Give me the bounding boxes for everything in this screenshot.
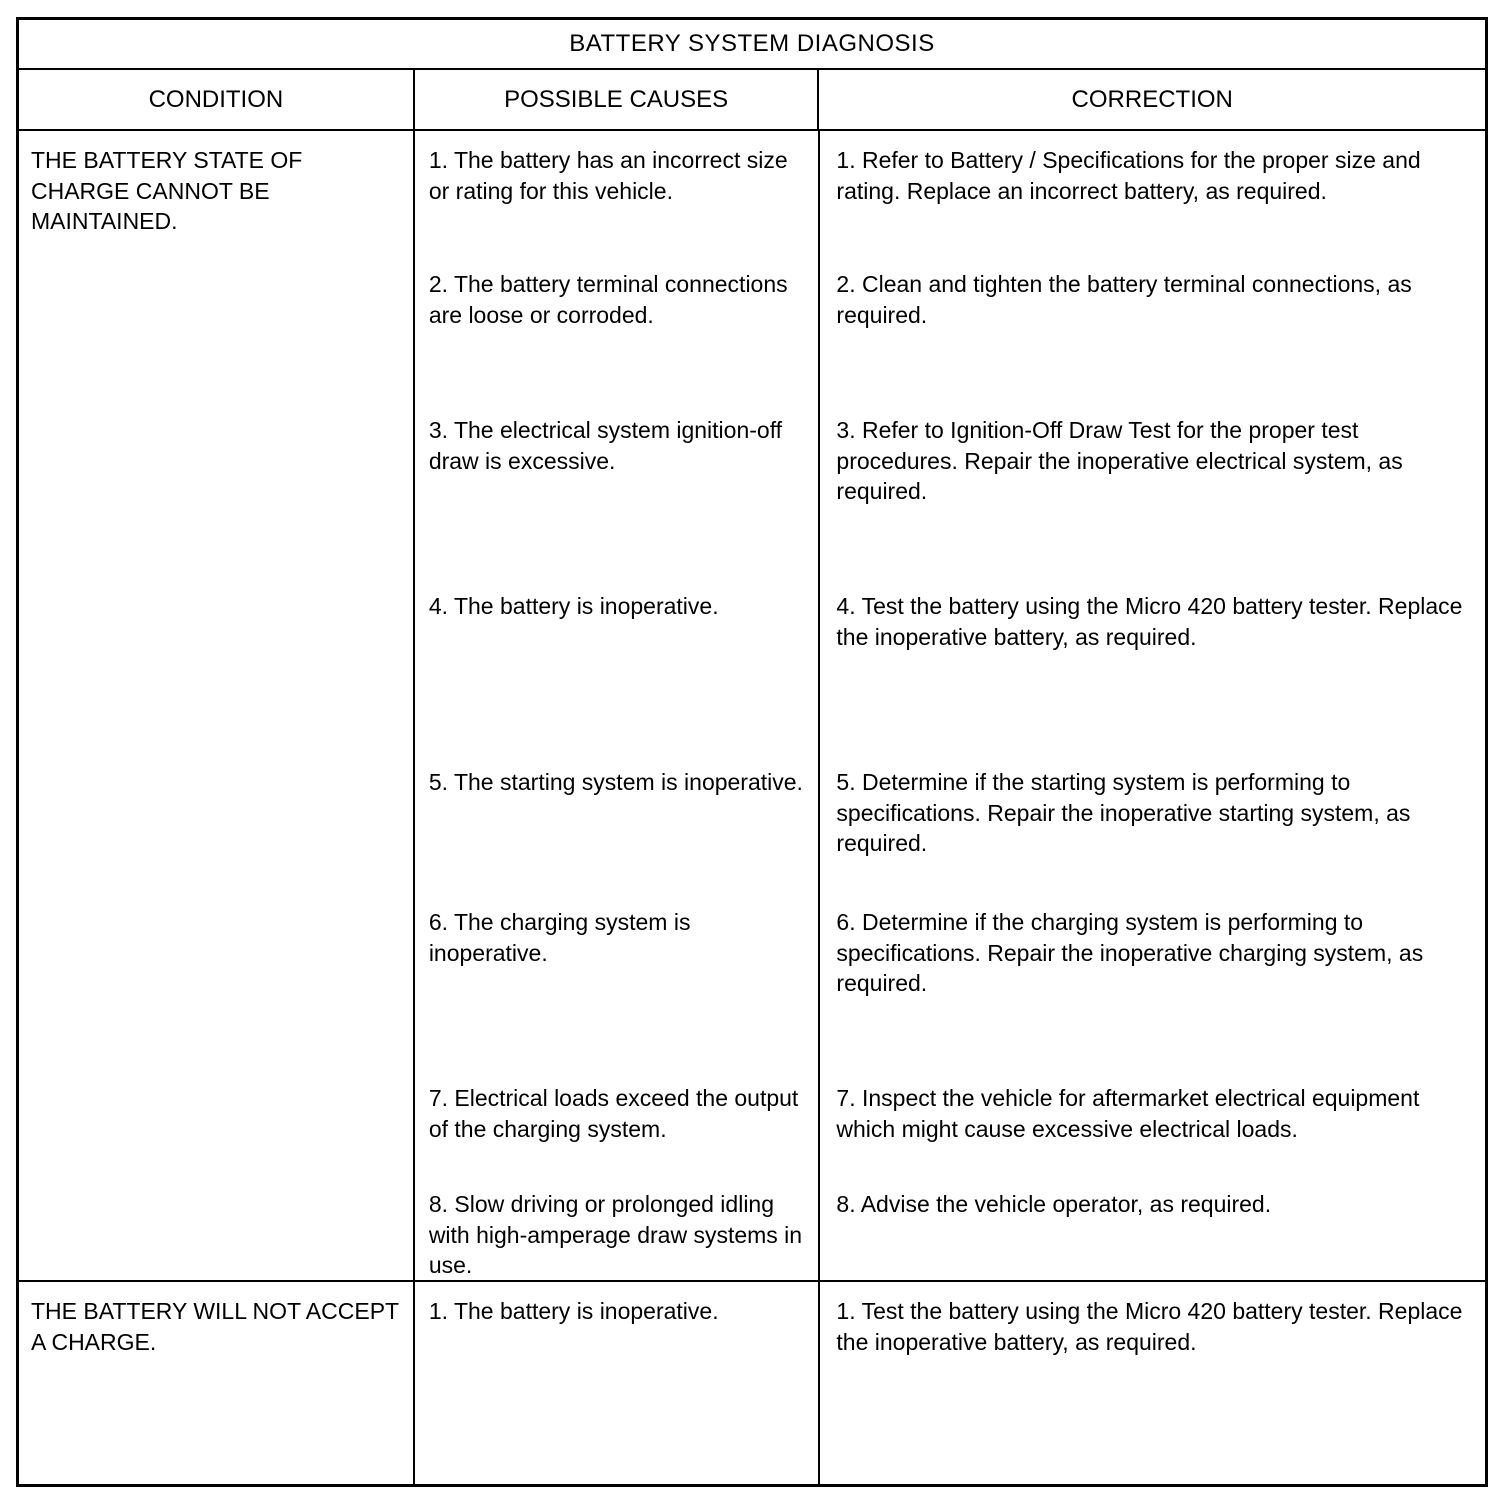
correction-cell: 7. Inspect the vehicle for aftermarket electrical equipment which might cause excessive electrical loads. bbox=[836, 1085, 1420, 1142]
battery-diagnosis-table bbox=[16, 17, 1488, 1487]
header-possible-causes: POSSIBLE CAUSES bbox=[415, 70, 820, 130]
cause-cell: 3. The electrical system ignition-off draw is excessive. bbox=[415, 401, 821, 577]
cause-cell: 1. The battery has an incorrect size or rating for this vehicle. bbox=[415, 131, 821, 255]
cause-cell: 1. The battery is inoperative. bbox=[415, 1282, 821, 1484]
cause-correction-pair bbox=[415, 577, 1485, 753]
correction-cell: 5. Determine if the starting system is performing to specifications. Repair the inoperative starting system, as required. bbox=[836, 769, 1411, 857]
cause-cell: 6. The charging system is inoperative. bbox=[415, 893, 821, 1073]
correction-cell: 8. Advise the vehicle operator, as required. bbox=[836, 1191, 1272, 1218]
cause-cell: 7. Electrical loads exceed the output of the charging system. bbox=[415, 1073, 821, 1179]
cause-correction-pair bbox=[415, 255, 1485, 401]
correction-cell: 6. Determine if the charging system is performing to specifications. Repair the inoperative charging system, as required. bbox=[836, 909, 1424, 997]
correction-cell: 2. Clean and tighten the battery terminal connections, as required. bbox=[836, 271, 1412, 328]
cause-correction-pair bbox=[415, 893, 1485, 1073]
cause-correction-pair bbox=[415, 1179, 1485, 1280]
table-title: BATTERY SYSTEM DIAGNOSIS bbox=[19, 20, 1485, 70]
condition-cell: THE BATTERY STATE OF CHARGE CANNOT BE MAINTAINED. bbox=[19, 131, 415, 1280]
correction-cell: 1. Test the battery using the Micro 420 battery tester. Replace the inoperative battery, as required. bbox=[836, 1298, 1463, 1355]
cause-correction-list bbox=[415, 131, 1485, 1280]
cause-cell: 8. Slow driving or prolonged idling with high-amperage draw systems in use. bbox=[415, 1179, 821, 1280]
table-header-row bbox=[19, 70, 1485, 132]
correction-cell: 1. Refer to Battery / Specifications for the proper size and rating. Replace an incorrect battery, as required. bbox=[836, 147, 1421, 204]
table-row bbox=[19, 1282, 1485, 1484]
header-condition: CONDITION bbox=[19, 70, 415, 130]
condition-cell: THE BATTERY WILL NOT ACCEPT A CHARGE. bbox=[19, 1282, 415, 1484]
cause-correction-pair bbox=[415, 131, 1485, 255]
correction-cell: 4. Test the battery using the Micro 420 battery tester. Replace the inoperative battery, as required. bbox=[836, 593, 1463, 650]
cause-cell: 5. The starting system is inoperative. bbox=[415, 753, 821, 893]
cause-correction-list bbox=[415, 1282, 1485, 1484]
cause-correction-pair bbox=[415, 401, 1485, 577]
header-correction: CORRECTION bbox=[1071, 85, 1233, 113]
cause-cell: 4. The battery is inoperative. bbox=[415, 577, 821, 753]
cause-correction-pair bbox=[415, 753, 1485, 893]
correction-cell: 3. Refer to Ignition-Off Draw Test for the proper test procedures. Repair the inoperative electrical system, as required. bbox=[836, 417, 1403, 505]
cause-correction-pair bbox=[415, 1282, 1485, 1484]
cause-cell: 2. The battery terminal connections are loose or corroded. bbox=[415, 255, 821, 401]
table-row bbox=[19, 131, 1485, 1282]
cause-correction-pair bbox=[415, 1073, 1485, 1179]
